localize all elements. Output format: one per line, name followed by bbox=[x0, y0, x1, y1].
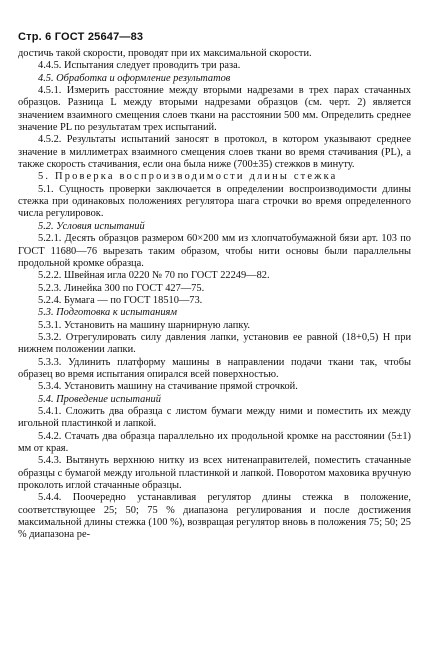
paragraph: 5. Проверка воспроизводимости длины стежка bbox=[38, 171, 338, 183]
paragraph: 5.3.1. Установить на машину шарнирную лапку. bbox=[38, 319, 250, 331]
paragraph: 4.5.2. Результаты испытаний заносят в протокол, в котором указывают среднее значение в миллиметрах взаимного смещения слоев ткани во время стачивания (PL), а также скорость стачивания, если она была ниже (700±35) стежков в минуту. bbox=[18, 134, 411, 171]
paragraph: 5.4.3. Вытянуть верхнюю нитку из всех нитенаправителей, поместить стачанные образцы с бумагой между игольной пластинкой и лапкой. Поворотом маховика вручную проколоть иглой стачанные образцы. bbox=[18, 455, 411, 492]
paragraph: 5.3.4. Установить машину на стачивание прямой строчкой. bbox=[38, 381, 298, 393]
paragraph: 5.2.4. Бумага — по ГОСТ 18510—73. bbox=[38, 294, 203, 306]
paragraph: 4.5.1. Измерить расстояние между вторыми надрезами в трех парах стачанных образцов. Разница L между вторыми надрезами образцов (см. черт. 2) является значением взаимного смещения слоев ткани на расстоянии 500 мм. Определить среднее значение PL по результатам трех испытаний. bbox=[18, 85, 411, 134]
paragraph: достичь такой скорости, проводят при их максимальной скорости. bbox=[18, 48, 312, 59]
paragraph: 5.2.3. Линейка 300 по ГОСТ 427—75. bbox=[38, 282, 205, 294]
paragraph: 5.1. Сущность проверки заключается в определении воспроизводимости длины стежка при одинаковых положениях регулятора шага строчки во время определенного числа регулировок. bbox=[18, 183, 411, 220]
paragraph: 5.4.2. Стачать два образца параллельно их продольной кромке на расстоянии (5±1) мм от края. bbox=[18, 430, 411, 454]
paragraph: 5.2.1. Десять образцов размером 60×200 мм из хлопчатобумажной бязи арт. 103 по ГОСТ 11680—76 вырезать таким образом, чтобы нити основы были параллельны продольной кромке образца. bbox=[18, 233, 411, 269]
paragraph: 5.3. Подготовка к испытаниям bbox=[38, 307, 177, 319]
paragraph: 5.3.2. Отрегулировать силу давления лапки, установив ее равной (18+0,5) Н при нижнем положении лапки. bbox=[18, 331, 411, 356]
paragraph: 4.5. Обработка и оформление результатов bbox=[38, 72, 231, 84]
paragraph: 5.4.1. Сложить два образца с листом бумаги между ними и поместить их между игольной пластинкой и лапкой. bbox=[18, 405, 411, 430]
document-body bbox=[18, 48, 411, 542]
paragraph: 4.4.5. Испытания следует проводить три раза. bbox=[38, 60, 241, 72]
paragraph: 5.4.4. Поочередно устанавливая регулятор длины стежка в положение, соответствующее 25; 50; 75 % диапазона регулирования и после достижения максимальной длины стежка (100 %), возвращая регулятор вновь в положения 75; 50; 25 % диапазона ре- bbox=[18, 492, 411, 541]
paragraph: 5.2. Условия испытаний bbox=[38, 220, 145, 232]
paragraph: 5.4. Проведение испытаний bbox=[38, 393, 161, 405]
paragraph: 5.2.2. Швейная игла 0220 № 70 по ГОСТ 22249—82. bbox=[38, 270, 270, 282]
page-header: Стр. 6 ГОСТ 25647—83 bbox=[18, 31, 144, 43]
paragraph: 5.3.3. Удлинить платформу машины в направлении подачи ткани так, чтобы образец во время испытания опирался всей поверхностью. bbox=[18, 356, 411, 380]
